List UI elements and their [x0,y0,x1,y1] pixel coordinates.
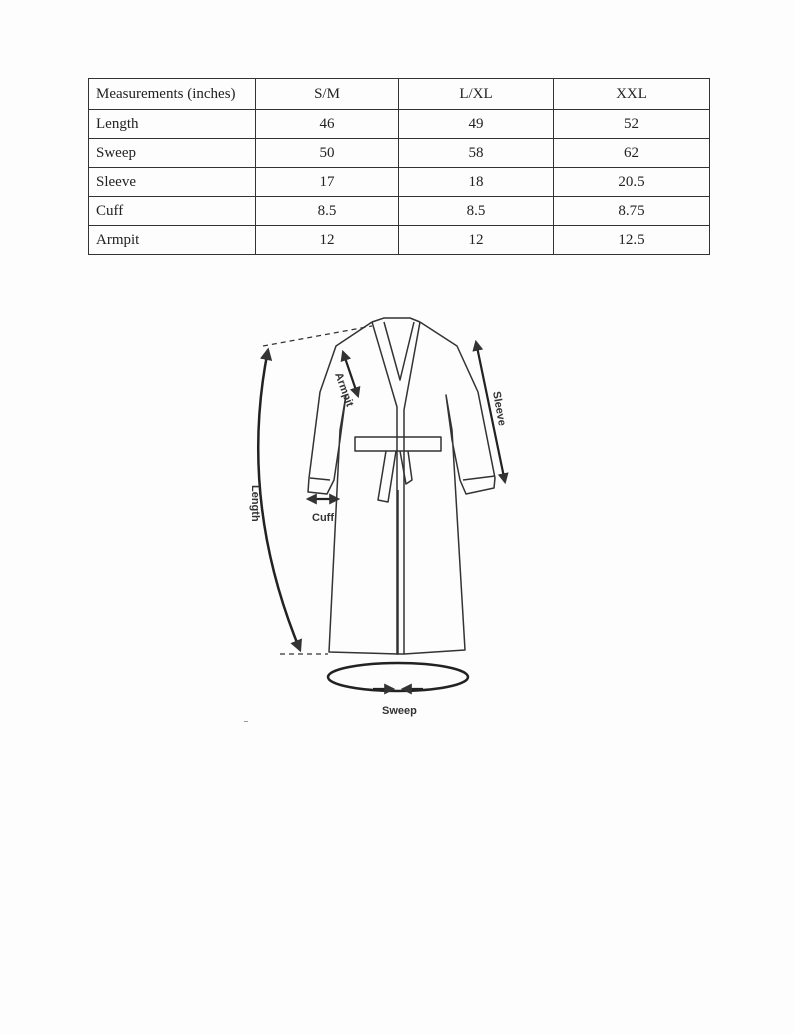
armpit-measure [332,352,358,409]
length-measure [249,326,372,654]
cell-value: 12.5 [554,226,710,255]
table-row [89,168,710,197]
row-label: Cuff [89,197,256,226]
sweep-label: Sweep [382,705,417,717]
cell-value: 12 [256,226,399,255]
row-label: Length [89,110,256,139]
cell-value: 18 [399,168,554,197]
row-label: Sleeve [89,168,256,197]
cell-value: 58 [399,139,554,168]
row-label: Armpit [89,226,256,255]
cell-value: 8.75 [554,197,710,226]
table-row [89,139,710,168]
header-size-sm: S/M [256,79,399,110]
cuff-measure [308,499,338,524]
armpit-label: Armpit [332,370,356,409]
length-arrow [258,350,300,650]
cell-value: 46 [256,110,399,139]
table-header-row [89,79,710,110]
length-label: Length [249,485,261,522]
cell-value: 62 [554,139,710,168]
header-size-lxl: L/XL [399,79,554,110]
cell-value: 8.5 [256,197,399,226]
header-measurements: Measurements (inches) [89,79,256,110]
size-chart-table [88,78,710,255]
cell-value: 12 [399,226,554,255]
page-mark [244,721,248,722]
cell-value: 49 [399,110,554,139]
header-size-xxl: XXL [554,79,710,110]
sleeve-label: Sleeve [490,390,508,427]
cell-value: 17 [256,168,399,197]
cell-value: 50 [256,139,399,168]
cuff-label: Cuff [312,512,334,524]
robe-outline [308,318,495,654]
cell-value: 52 [554,110,710,139]
cell-value: 20.5 [554,168,710,197]
sweep-measure [328,663,468,717]
table-row [89,226,710,255]
robe-measurement-diagram [240,305,540,725]
row-label: Sweep [89,139,256,168]
cell-value: 8.5 [399,197,554,226]
table-row [89,110,710,139]
table-row [89,197,710,226]
